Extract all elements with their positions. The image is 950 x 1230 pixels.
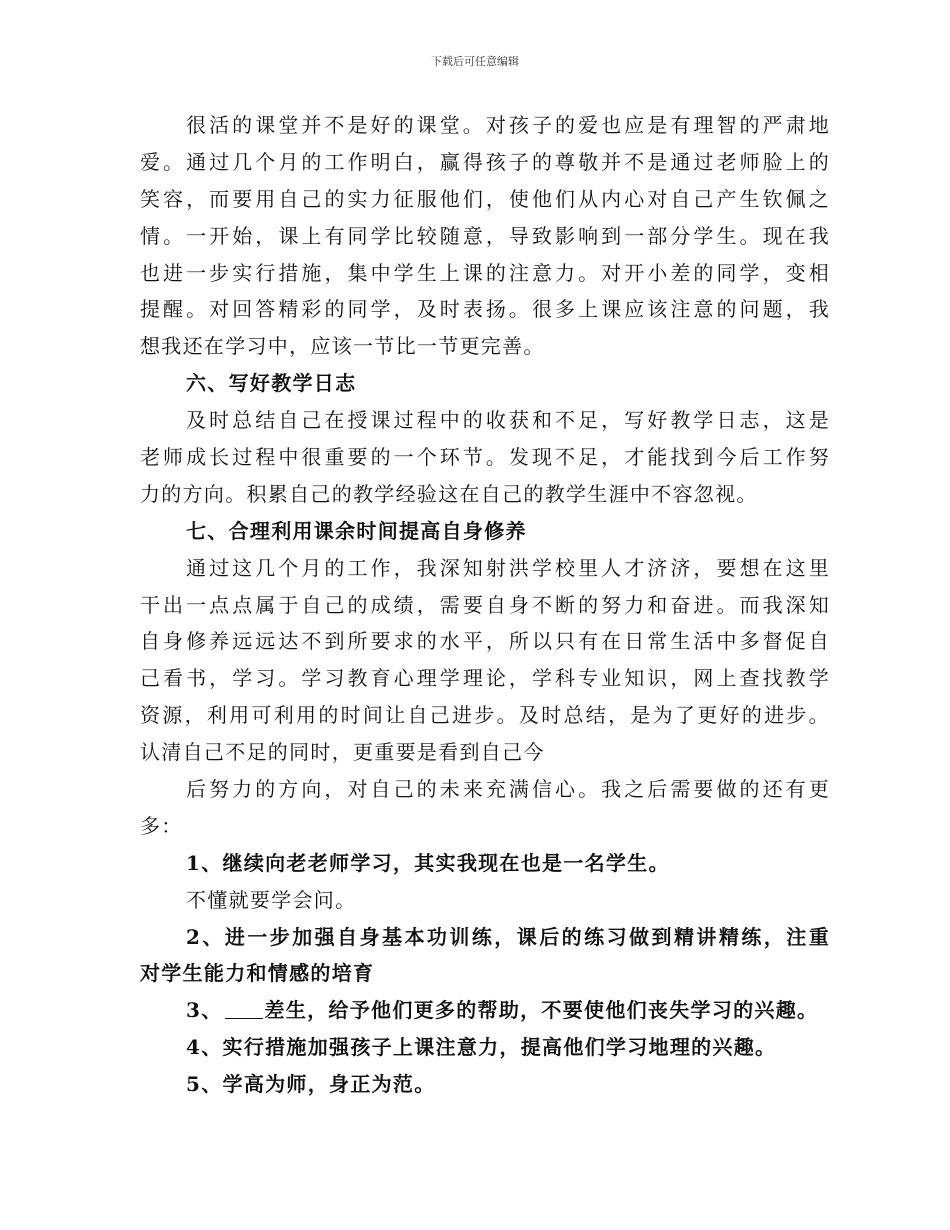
heading-line: 4、实行措施加强孩子上课注意力，提高他们学习地理的兴趣。 [186,1035,777,1060]
list-text: 差生，给予他们更多的帮助，不要使他们丧失学习的兴趣。 [264,998,819,1023]
paragraph-line: 爱。通过几个月的工作明白，赢得孩子的尊敬并不是通过老师脸上的 [140,149,830,174]
paragraph-line: 认清自己不足的同时，更重要是看到自己今 [140,740,545,765]
heading-line: 对学生能力和情感的培育 [140,961,375,986]
heading-line: 2、进一步加强自身基本功训练，课后的练习做到精讲精练，注重 [186,924,830,949]
document-body [140,107,830,1103]
paragraph-line: 笑容，而要用自己的实力征服他们，使他们从内心对自己产生钦佩之 [140,186,830,211]
heading-line: 六、写好教学日志 [186,371,357,396]
paragraph-line: 提醒。对回答精彩的同学，及时表扬。很多上课应该注意的问题，我 [140,297,830,322]
paragraph-line: 也进一步实行措施，集中学生上课的注意力。对开小差的同学，变相 [140,260,830,285]
paragraph-line: 情。一开始，课上有同学比较随意，导致影响到一部分学生。现在我 [140,223,830,248]
paragraph-line: 资源，利用可利用的时间让自己进步。及时总结，是为了更好的进步。 [140,703,830,728]
paragraph-line: 多： [140,813,183,838]
paragraph-line: 想我还在学习中，应该一节比一节更完善。 [140,334,545,359]
paragraph-line: 及时总结自己在授课过程中的收获和不足，写好教学日志，这是 [186,408,830,433]
heading-line: 七、合理利用课余时间提高自身修养 [186,518,527,543]
paragraph-line: 通过这几个月的工作，我深知射洪学校里人才济济，要想在这里 [186,555,830,580]
page-header: 下载后可任意编辑 [431,55,519,68]
list-number: 3、 [186,998,223,1023]
paragraph-line: 不懂就要学会问。 [186,887,357,912]
heading-line: 1、继续向老老师学习，其实我现在也是一名学生。 [186,850,670,875]
blank-underline [225,1000,263,1019]
paragraph-line: 干出一点点属于自己的成绩，需要自身不断的努力和奋进。而我深知 [140,592,830,617]
paragraph-line: 自身修养远远达不到所要求的水平，所以只有在日常生活中多督促自 [140,629,830,654]
heading-line: 5、学高为师，身正为范。 [186,1072,436,1097]
heading-line [140,992,830,1029]
paragraph-line: 己看书，学习。学习教育心理学理论，学科专业知识，网上查找教学 [140,666,830,691]
paragraph-line: 老师成长过程中很重要的一个环节。发现不足，才能找到今后工作努 [140,445,830,470]
paragraph-line: 后努力的方向，对自己的未来充满信心。我之后需要做的还有更 [186,777,830,802]
paragraph-line: 力的方向。积累自己的教学经验这在自己的教学生涯中不容忽视。 [140,481,758,506]
paragraph-line: 很活的课堂并不是好的课堂。对孩子的爱也应是有理智的严肃地 [186,113,830,137]
